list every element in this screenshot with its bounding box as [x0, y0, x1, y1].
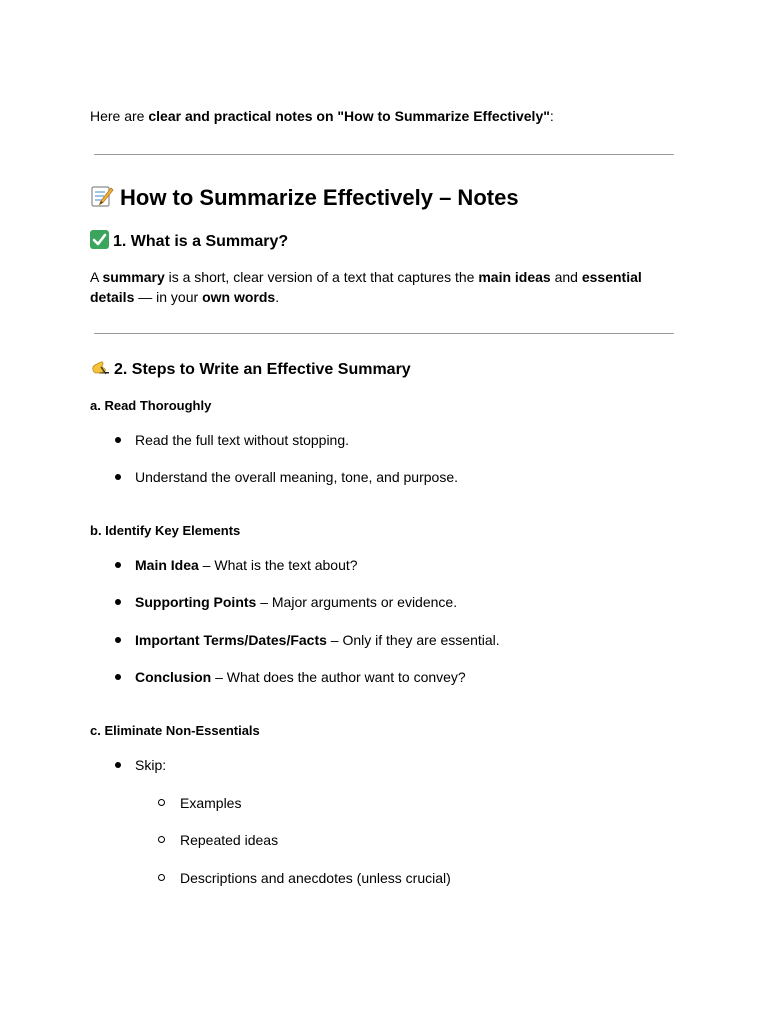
sub-heading-read-thoroughly: a. Read Thoroughly: [90, 398, 212, 413]
sub-bullet-circle: [158, 874, 165, 881]
intro-bold: clear and practical notes on "How to Summarize Effectively": [148, 108, 550, 124]
bullet-dot: [115, 474, 121, 480]
def-text-2: is a short, clear version of a text that captures the: [164, 269, 479, 285]
item-bold-label: Important Terms/Dates/Facts: [135, 632, 327, 648]
sub-heading-identify-key-elements: b. Identify Key Elements: [90, 523, 241, 538]
bullet-dot: [115, 762, 121, 768]
item-text: – Only if they are essential.: [326, 632, 500, 648]
list-item: [135, 557, 358, 574]
item-text: – What does the author want to convey?: [211, 669, 466, 685]
bullet-dot: [115, 562, 121, 568]
writing-hand-icon: [90, 358, 110, 378]
list-item: Understand the overall meaning, tone, and purpose.: [135, 469, 458, 485]
list-item: [135, 632, 500, 649]
summary-definition: [90, 267, 650, 307]
sub-heading-eliminate-non-essentials: c. Eliminate Non-Essentials: [90, 723, 260, 738]
item-bold-label: Main Idea: [135, 557, 199, 573]
def-text-3: and: [550, 269, 582, 285]
def-bold-main-ideas: main ideas: [478, 269, 551, 285]
intro-suffix: :: [549, 108, 554, 124]
section-2-heading: [90, 360, 411, 380]
sub-bullet-circle: [158, 836, 165, 843]
def-text-1: A: [90, 269, 103, 285]
item-bold-label: Supporting Points: [135, 594, 257, 610]
bullet-dot: [115, 599, 121, 605]
item-bold-label: Conclusion: [135, 669, 212, 685]
sub-list-item: Examples: [180, 795, 242, 811]
sub-list-item: Descriptions and anecdotes (unless crucial): [180, 870, 451, 886]
def-bold-essential-details: essential details: [90, 269, 642, 305]
sub-list-item: Repeated ideas: [180, 832, 279, 848]
memo-icon: [90, 184, 114, 208]
item-text: – Major arguments or evidence.: [256, 594, 458, 610]
section-1-heading-text: 1. What is a Summary?: [113, 233, 289, 250]
divider: [94, 333, 674, 334]
list-item: Skip:: [135, 757, 167, 773]
def-text-5: .: [275, 289, 280, 305]
bullet-dot: [115, 674, 121, 680]
list-item: Read the full text without stopping.: [135, 432, 350, 448]
check-mark-icon: [90, 230, 109, 249]
def-text-4: — in your: [134, 289, 203, 305]
list-item: [135, 594, 457, 611]
section-1-heading: [90, 232, 288, 252]
bullet-dot: [115, 437, 121, 443]
item-text: – What is the text about?: [198, 557, 358, 573]
page-title-text: How to Summarize Effectively – Notes: [120, 185, 519, 210]
intro-line: [90, 108, 554, 125]
section-2-heading-text: 2. Steps to Write an Effective Summary: [114, 361, 411, 379]
page-title: [90, 184, 519, 212]
intro-prefix: Here are: [90, 108, 149, 124]
divider: [94, 154, 674, 155]
def-bold-own-words: own words: [202, 289, 276, 305]
sub-bullet-circle: [158, 799, 165, 806]
def-bold-summary: summary: [102, 269, 165, 285]
list-item: [135, 669, 466, 686]
bullet-dot: [115, 637, 121, 643]
